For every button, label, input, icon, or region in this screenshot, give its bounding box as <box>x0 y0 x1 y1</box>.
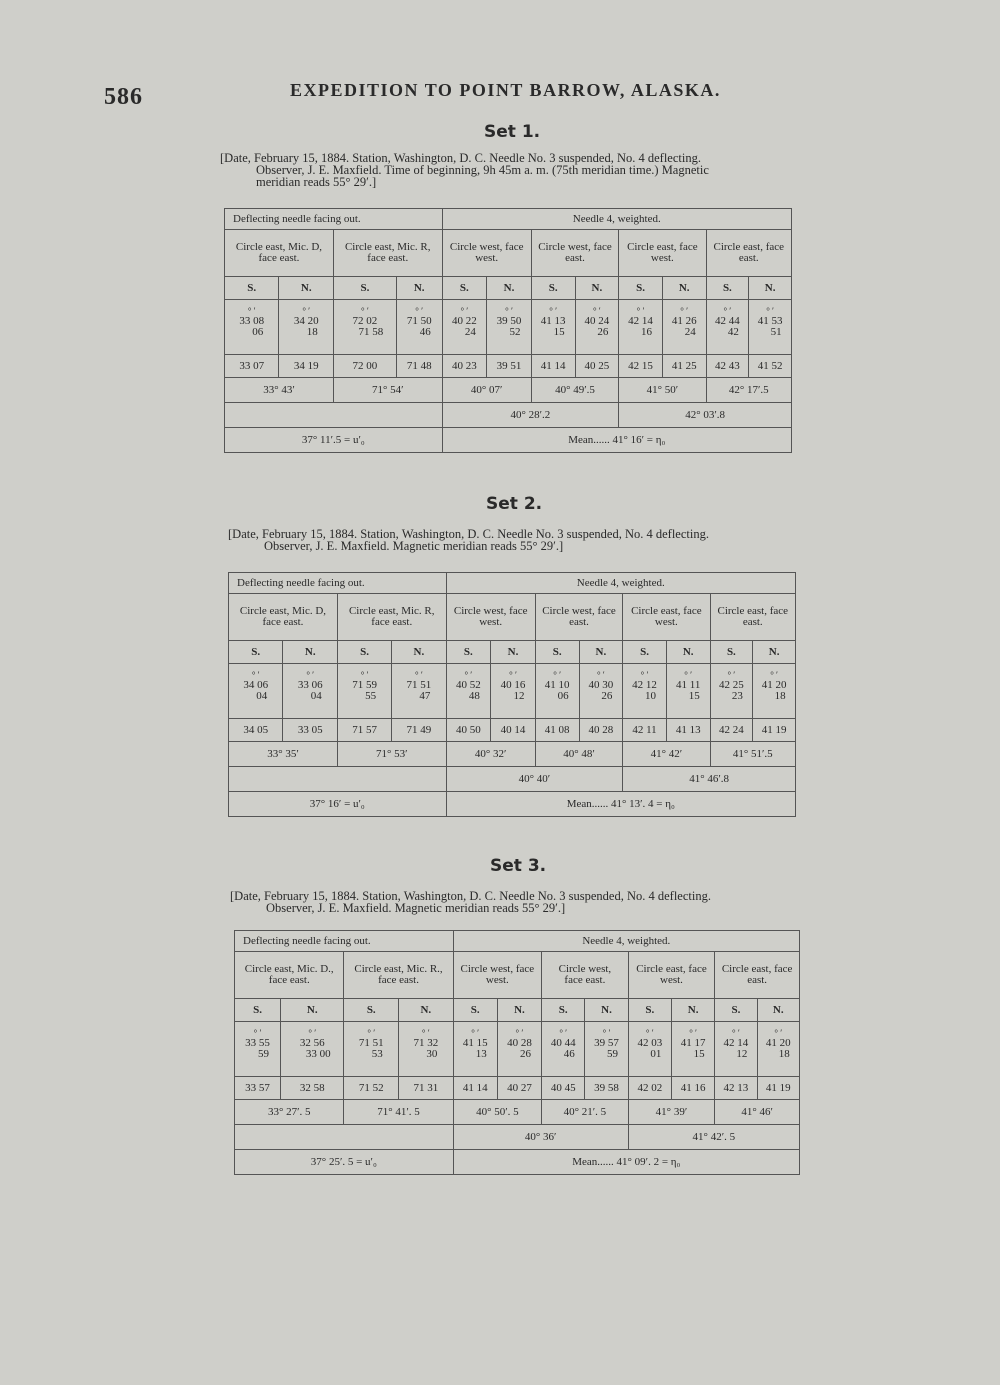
reading-line: 12 <box>513 690 525 702</box>
sn-header: S. <box>229 641 283 664</box>
quad-cell: 40° 40′ <box>446 767 623 792</box>
quad-cell: 40° 36′ <box>453 1125 628 1150</box>
reading-line: 39 57 <box>594 1037 619 1049</box>
pair-cell: 40° 49′.5 <box>531 378 618 403</box>
unit-marks: ° ′ <box>727 670 736 680</box>
observation-table <box>228 572 796 817</box>
sn-header: N. <box>579 641 623 664</box>
mean-cell: 72 00 <box>333 355 396 378</box>
reading-line: 47 <box>419 690 431 702</box>
note-line: [Date, February 15, 1884. Station, Washington, D. C. Needle No. 3 suspended, No. 4 deflecting. <box>228 527 709 541</box>
result-eta0: Mean...... 41° 16′ = η₀ <box>442 428 791 453</box>
reading-line: 40 52 <box>455 679 481 691</box>
reading-line: 06 <box>252 326 264 338</box>
reading-line: 71 32 <box>413 1037 439 1049</box>
reading-line: 42 25 <box>719 679 744 691</box>
header-deflecting: Deflecting needle facing out. <box>235 931 454 952</box>
reading-line: 55 <box>365 690 377 702</box>
result-u0: 37° 16′ = u′₀ <box>229 792 447 817</box>
reading-cell <box>497 1022 541 1077</box>
header-needle: Needle 4, weighted. <box>453 931 799 952</box>
reading-line: 59 <box>258 1048 270 1060</box>
unit-marks: ° ′ <box>774 1028 783 1038</box>
mean-cell: 32 58 <box>281 1077 344 1100</box>
pair-cell: 33° 43′ <box>225 378 334 403</box>
sn-header: S. <box>225 277 279 300</box>
sn-header: S. <box>710 641 753 664</box>
pair-cell: 41° 51′.5 <box>710 742 795 767</box>
pair-cell: 40° 48′ <box>535 742 622 767</box>
unit-marks: ° ′ <box>302 306 311 316</box>
reading-line: 42 14 <box>628 315 653 327</box>
group-header: Circle east, Mic. R, face east. <box>337 594 446 641</box>
result-u0: 37° 11′.5 = u′₀ <box>225 428 443 453</box>
reading-line: 18 <box>778 1048 790 1060</box>
sn-header: N. <box>279 277 333 300</box>
unit-marks: ° ′ <box>414 670 423 680</box>
note-line: meridian reads 55° 29′.] <box>256 175 377 189</box>
reading-cell <box>333 300 396 355</box>
header-deflecting: Deflecting needle facing out. <box>229 573 447 594</box>
reading-line: 40 30 <box>588 679 614 691</box>
reading-cell <box>542 1022 585 1077</box>
mean-cell: 39 51 <box>487 355 532 378</box>
mean-cell: 41 14 <box>531 355 575 378</box>
sn-header: N. <box>575 277 619 300</box>
reading-line: 42 <box>727 326 739 338</box>
mean-cell: 34 05 <box>229 719 283 742</box>
unit-marks: ° ′ <box>251 670 260 680</box>
reading-cell <box>442 300 487 355</box>
mean-cell: 40 28 <box>579 719 623 742</box>
note-line: [Date, February 15, 1884. Station, Washington, D. C. Needle No. 3 suspended, No. 4 deflecting. <box>230 889 711 903</box>
group-header: Circle west, face east. <box>531 230 618 277</box>
reading-cell <box>715 1022 757 1077</box>
group-header: Circle east, Mic. D, face east. <box>225 230 334 277</box>
reading-cell <box>575 300 619 355</box>
sn-header: N. <box>281 999 344 1022</box>
reading-line: 48 <box>468 690 480 702</box>
mean-cell: 42 02 <box>628 1077 671 1100</box>
sn-header: N. <box>753 641 796 664</box>
mean-cell: 71 52 <box>344 1077 399 1100</box>
sn-header: N. <box>757 999 799 1022</box>
unit-marks: ° ′ <box>361 306 369 316</box>
group-header: Circle east, Mic. D, face east. <box>229 594 338 641</box>
unit-marks: ° ′ <box>247 306 256 316</box>
reading-line: 52 <box>509 326 521 338</box>
unit-marks: ° ′ <box>602 1028 611 1038</box>
mean-cell: 40 25 <box>575 355 619 378</box>
reading-line: 18 <box>774 690 786 702</box>
sn-header: N. <box>497 999 541 1022</box>
unit-marks: ° ′ <box>731 1028 740 1038</box>
group-header: Circle east, face east. <box>706 230 791 277</box>
observation-table <box>234 930 800 1175</box>
quad-cell: 41° 46′.8 <box>623 767 796 792</box>
reading-line: 33 55 <box>245 1037 270 1049</box>
reading-cell <box>662 300 706 355</box>
reading-line: 33 08 <box>239 315 265 327</box>
pair-cell: 33° 27′. 5 <box>235 1100 344 1125</box>
note-line: Observer, J. E. Maxfield. Magnetic meridian reads 55° 29′.] <box>266 901 566 915</box>
reading-line: 53 <box>371 1048 383 1060</box>
sn-header: S. <box>344 999 399 1022</box>
result-eta0: Mean...... 41° 09′. 2 = η₀ <box>453 1150 799 1175</box>
mean-cell: 40 50 <box>446 719 491 742</box>
set-note <box>220 152 709 188</box>
sn-header: S. <box>453 999 497 1022</box>
mean-cell: 41 19 <box>757 1077 799 1100</box>
unit-marks: ° ′ <box>689 1028 698 1038</box>
pair-cell: 71° 54′ <box>333 378 442 403</box>
reading-line: 24 <box>684 326 696 338</box>
reading-cell <box>453 1022 497 1077</box>
unit-marks: ° ′ <box>464 670 473 680</box>
reading-line: 40 16 <box>500 679 526 691</box>
reading-line: 26 <box>597 326 609 338</box>
unit-marks: ° ′ <box>415 306 424 316</box>
unit-marks: ° ′ <box>549 306 558 316</box>
mean-cell: 40 23 <box>442 355 487 378</box>
reading-line: 42 12 <box>632 679 657 691</box>
sn-header: N. <box>585 999 628 1022</box>
reading-line: 71 59 <box>352 679 377 691</box>
sn-header: N. <box>749 277 792 300</box>
sn-header: S. <box>715 999 757 1022</box>
pair-cell: 40° 07′ <box>442 378 531 403</box>
reading-line: 41 11 <box>676 679 701 691</box>
unit-marks: ° ′ <box>640 670 649 680</box>
header-needle: Needle 4, weighted. <box>442 209 791 230</box>
group-header: Circle east, Mic. R., face east. <box>344 952 453 999</box>
reading-line: 10 <box>645 690 657 702</box>
mean-cell: 40 14 <box>491 719 536 742</box>
mean-cell: 41 19 <box>753 719 796 742</box>
sn-header: S. <box>531 277 575 300</box>
pair-cell: 40° 32′ <box>446 742 535 767</box>
unit-marks: ° ′ <box>471 1028 480 1038</box>
mean-cell: 42 43 <box>706 355 749 378</box>
reading-line: 71 58 <box>358 326 384 338</box>
reading-line: 04 <box>310 690 322 702</box>
reading-line: 40 24 <box>584 315 610 327</box>
unit-marks: ° ′ <box>766 306 775 316</box>
reading-line: 41 15 <box>462 1037 488 1049</box>
quad-cell: 42° 03′.8 <box>619 403 792 428</box>
reading-line: 46 <box>563 1048 575 1060</box>
set-title: Set 1. <box>484 122 541 142</box>
mean-cell: 41 52 <box>749 355 792 378</box>
mean-cell: 41 08 <box>535 719 579 742</box>
reading-cell <box>531 300 575 355</box>
reading-line: 24 <box>464 326 476 338</box>
mean-cell: 33 05 <box>283 719 337 742</box>
reading-line: 40 44 <box>550 1037 576 1049</box>
mean-cell: 71 48 <box>396 355 442 378</box>
result-eta0: Mean...... 41° 13′. 4 = η₀ <box>446 792 795 817</box>
reading-line: 13 <box>475 1048 487 1060</box>
reading-cell <box>671 1022 714 1077</box>
quad-cell: 41° 42′. 5 <box>628 1125 799 1150</box>
reading-cell <box>619 300 663 355</box>
unit-marks: ° ′ <box>360 670 369 680</box>
reading-line: 34 20 <box>293 315 319 327</box>
unit-marks: ° ′ <box>684 670 693 680</box>
reading-line: 26 <box>519 1048 531 1060</box>
reading-line: 41 26 <box>671 315 697 327</box>
sn-header: S. <box>446 641 491 664</box>
reading-cell <box>757 1022 799 1077</box>
reading-cell <box>710 664 753 719</box>
reading-cell <box>399 1022 454 1077</box>
reading-cell <box>749 300 792 355</box>
reading-line: 71 51 <box>406 679 432 691</box>
page-number: 586 <box>104 84 143 110</box>
reading-line: 46 <box>419 326 431 338</box>
mean-cell: 33 07 <box>225 355 279 378</box>
unit-marks: ° ′ <box>515 1028 524 1038</box>
group-header: Circle west, face east. <box>542 952 629 999</box>
group-header: Circle east, face east. <box>710 594 795 641</box>
reading-line: 04 <box>256 690 268 702</box>
mean-cell: 41 13 <box>666 719 710 742</box>
sn-header: S. <box>542 999 585 1022</box>
unit-marks: ° ′ <box>636 306 645 316</box>
mean-cell: 33 57 <box>235 1077 281 1100</box>
unit-marks: ° ′ <box>367 1028 376 1038</box>
reading-line: 01 <box>650 1048 662 1060</box>
sn-header: S. <box>706 277 749 300</box>
pair-cell: 41° 46′ <box>715 1100 800 1125</box>
group-header: Circle west, face west. <box>442 230 531 277</box>
reading-cell <box>344 1022 399 1077</box>
reading-cell <box>666 664 710 719</box>
unit-marks: ° ′ <box>680 306 689 316</box>
mean-cell: 41 16 <box>671 1077 714 1100</box>
reading-line: 06 <box>557 690 569 702</box>
mean-cell: 71 57 <box>337 719 391 742</box>
result-u0: 37° 25′. 5 = u′₀ <box>235 1150 454 1175</box>
mean-cell: 34 19 <box>279 355 333 378</box>
unit-marks: ° ′ <box>509 670 517 680</box>
sn-header: N. <box>392 641 446 664</box>
unit-marks: ° ′ <box>306 670 315 680</box>
mean-cell: 71 31 <box>399 1077 454 1100</box>
mean-cell: 40 27 <box>497 1077 541 1100</box>
reading-cell <box>235 1022 281 1077</box>
sn-header: S. <box>442 277 487 300</box>
reading-line: 41 20 <box>765 1037 791 1049</box>
group-header: Circle east, face west. <box>628 952 715 999</box>
sn-header: N. <box>671 999 714 1022</box>
reading-cell <box>487 300 532 355</box>
reading-line: 40 28 <box>507 1037 532 1049</box>
unit-marks: ° ′ <box>421 1028 430 1038</box>
mean-cell: 40 45 <box>542 1077 585 1100</box>
reading-line: 39 50 <box>496 315 522 327</box>
reading-line: 41 20 <box>761 679 787 691</box>
sn-header: N. <box>666 641 710 664</box>
unit-marks: ° ′ <box>553 670 562 680</box>
blank-cell <box>225 403 443 428</box>
set-title: Set 2. <box>486 494 543 514</box>
mean-cell: 41 25 <box>662 355 706 378</box>
sn-header: N. <box>491 641 536 664</box>
reading-line: 33 06 <box>297 679 323 691</box>
reading-line: 41 17 <box>680 1037 706 1049</box>
pair-cell: 71° 53′ <box>337 742 446 767</box>
mean-cell: 41 14 <box>453 1077 497 1100</box>
unit-marks: ° ′ <box>596 670 605 680</box>
unit-marks: ° ′ <box>645 1028 654 1038</box>
sn-header: N. <box>487 277 532 300</box>
reading-line: 42 14 <box>723 1037 749 1049</box>
sn-header: S. <box>623 641 667 664</box>
reading-cell <box>706 300 749 355</box>
reading-line: 15 <box>693 1048 705 1060</box>
header-needle: Needle 4, weighted. <box>446 573 795 594</box>
reading-cell <box>535 664 579 719</box>
reading-cell <box>579 664 623 719</box>
pair-cell: 71° 41′. 5 <box>344 1100 453 1125</box>
mean-cell: 42 11 <box>623 719 667 742</box>
running-head: EXPEDITION TO POINT BARROW, ALASKA. <box>290 80 721 100</box>
reading-line: 34 06 <box>243 679 269 691</box>
reading-line: 59 <box>607 1048 619 1060</box>
sn-header: N. <box>283 641 337 664</box>
reading-cell <box>279 300 333 355</box>
mean-cell: 42 24 <box>710 719 753 742</box>
group-header: Circle east, face west. <box>623 594 710 641</box>
group-header: Circle east, Mic. D., face east. <box>235 952 344 999</box>
observation-table <box>224 208 792 453</box>
note-line: [Date, February 15, 1884. Station, Washington, D. C. Needle No. 3 suspended, No. 4 deflecting. <box>220 151 701 165</box>
reading-line: 71 50 <box>406 315 432 327</box>
reading-line: 41 13 <box>540 315 566 327</box>
reading-line: 18 <box>306 326 318 338</box>
reading-cell <box>392 664 446 719</box>
unit-marks: ° ′ <box>253 1028 262 1038</box>
reading-line: 26 <box>601 690 613 702</box>
blank-cell <box>229 767 447 792</box>
reading-line: 32 56 <box>299 1037 325 1049</box>
unit-marks: ° ′ <box>559 1028 568 1038</box>
sn-header: S. <box>619 277 663 300</box>
sn-header: S. <box>333 277 396 300</box>
reading-cell <box>446 664 491 719</box>
reading-cell <box>491 664 536 719</box>
set-note <box>228 528 709 552</box>
unit-marks: ° ′ <box>460 306 469 316</box>
quad-cell: 40° 28′.2 <box>442 403 619 428</box>
unit-marks: ° ′ <box>505 306 513 316</box>
sn-header: S. <box>235 999 281 1022</box>
reading-line: 71 51 <box>358 1037 384 1049</box>
mean-cell: 39 58 <box>585 1077 628 1100</box>
mean-cell: 42 15 <box>619 355 663 378</box>
pair-cell: 42° 17′.5 <box>706 378 791 403</box>
pair-cell: 41° 42′ <box>623 742 710 767</box>
reading-cell <box>623 664 667 719</box>
unit-marks: ° ′ <box>723 306 732 316</box>
reading-cell <box>628 1022 671 1077</box>
group-header: Circle west, face west. <box>446 594 535 641</box>
sn-header: N. <box>399 999 454 1022</box>
reading-cell <box>585 1022 628 1077</box>
sn-header: S. <box>337 641 391 664</box>
reading-cell <box>753 664 796 719</box>
group-header: Circle west, face east. <box>535 594 622 641</box>
mean-cell: 71 49 <box>392 719 446 742</box>
reading-line: 30 <box>426 1048 438 1060</box>
sn-header: S. <box>535 641 579 664</box>
reading-line: 72 02 <box>352 315 378 327</box>
reading-line: 16 <box>641 326 653 338</box>
reading-line: 33 00 <box>305 1048 331 1060</box>
reading-line: 15 <box>553 326 565 338</box>
pair-cell: 40° 50′. 5 <box>453 1100 542 1125</box>
reading-line: 51 <box>770 326 782 338</box>
mean-cell: 42 13 <box>715 1077 757 1100</box>
reading-cell <box>225 300 279 355</box>
reading-cell <box>283 664 337 719</box>
reading-cell <box>229 664 283 719</box>
reading-cell <box>281 1022 344 1077</box>
group-header: Circle west, face west. <box>453 952 542 999</box>
reading-line: 42 44 <box>715 315 740 327</box>
reading-line: 41 53 <box>757 315 783 327</box>
group-header: Circle east, face west. <box>619 230 706 277</box>
unit-marks: ° ′ <box>592 306 601 316</box>
header-deflecting: Deflecting needle facing out. <box>225 209 443 230</box>
set-note <box>230 890 711 914</box>
sn-header: N. <box>662 277 706 300</box>
pair-cell: 33° 35′ <box>229 742 338 767</box>
pair-cell: 41° 39′ <box>628 1100 715 1125</box>
reading-cell <box>337 664 391 719</box>
reading-line: 23 <box>731 690 743 702</box>
reading-line: 40 22 <box>451 315 477 327</box>
group-header: Circle east, Mic. R, face east. <box>333 230 442 277</box>
sn-header: N. <box>396 277 442 300</box>
reading-line: 42 03 <box>637 1037 663 1049</box>
reading-line: 12 <box>736 1048 748 1060</box>
reading-cell <box>396 300 442 355</box>
note-line: Observer, J. E. Maxfield. Magnetic meridian reads 55° 29′.] <box>264 539 564 553</box>
pair-cell: 40° 21′. 5 <box>542 1100 629 1125</box>
pair-cell: 41° 50′ <box>619 378 706 403</box>
set-title: Set 3. <box>490 856 547 876</box>
group-header: Circle east, face east. <box>715 952 800 999</box>
note-line: Observer, J. E. Maxfield. Time of beginning, 9h 45m a. m. (75th meridian time.) Magnetic <box>256 163 709 177</box>
reading-line: 41 10 <box>544 679 570 691</box>
blank-cell <box>235 1125 454 1150</box>
reading-line: 15 <box>688 690 700 702</box>
unit-marks: ° ′ <box>308 1028 317 1038</box>
unit-marks: ° ′ <box>770 670 779 680</box>
sn-header: S. <box>628 999 671 1022</box>
